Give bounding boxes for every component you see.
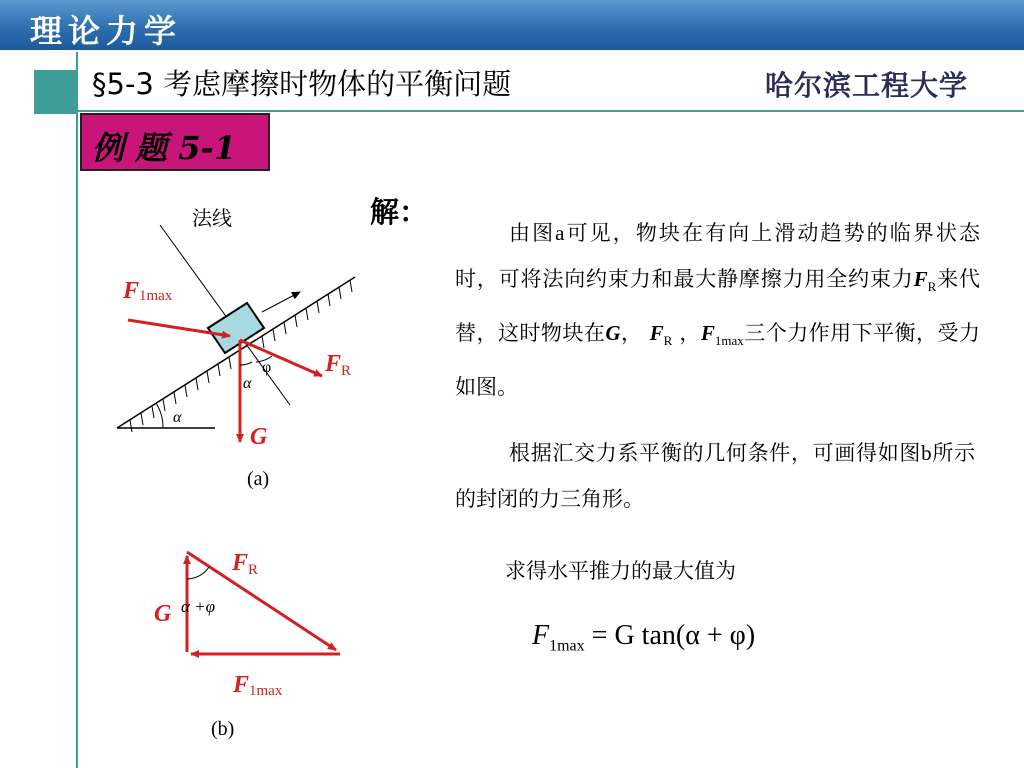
normal-line (160, 225, 290, 405)
solution-paragraph-2: 根据汇交力系平衡的几何条件，可画得如图b所示的封闭的力三角形。 (455, 441, 976, 511)
solution-heading: 解： (370, 195, 429, 229)
example-label: 例 题 5-1 (92, 129, 237, 167)
fr-label: FR (325, 351, 352, 379)
university-logo: 哈尔滨工程大学 (765, 69, 969, 102)
base-angle-arc (156, 403, 163, 428)
section-title: §5-3 考虑摩擦时物体的平衡问题 (92, 67, 512, 101)
phi-label: φ (262, 359, 272, 376)
figure-b (154, 550, 340, 740)
alpha-label-base: α (173, 409, 182, 426)
figure-a (117, 206, 355, 490)
caption-b: (b) (211, 718, 235, 740)
force-fr-arrow (240, 340, 322, 376)
solution-paragraph-3: 求得水平推力的最大值为 (505, 559, 736, 583)
triangle-angle-label: α +φ (181, 597, 216, 616)
triangle-fr-label: FR (232, 550, 259, 578)
alpha-arc (240, 362, 252, 365)
course-title: 理论力学 (30, 12, 183, 50)
result-formula: $F_{1max} = G$ tan(α + φ) (532, 620, 756, 655)
triangle-angle-arc (187, 567, 209, 579)
g-label: G (250, 424, 268, 450)
alpha-label-block: α (243, 375, 252, 392)
caption-a: (a) (247, 468, 270, 490)
motion-arrow (262, 292, 300, 312)
triangle-f1max-label: F1max (233, 672, 283, 699)
triangle-g-label: G (154, 601, 172, 627)
f1max-label: F1max (123, 278, 173, 304)
normal-label: 法线 (192, 206, 232, 230)
solution-paragraph-1: 由图a可见，物块在有向上滑动趋势的临界状态时，可将法向约束力和最大静摩擦力用全约束力$F_R$来代替，这时物块在G， $F_R$ ，$F_{1max}$三个力作用下平衡，受力如图。 (455, 221, 981, 400)
